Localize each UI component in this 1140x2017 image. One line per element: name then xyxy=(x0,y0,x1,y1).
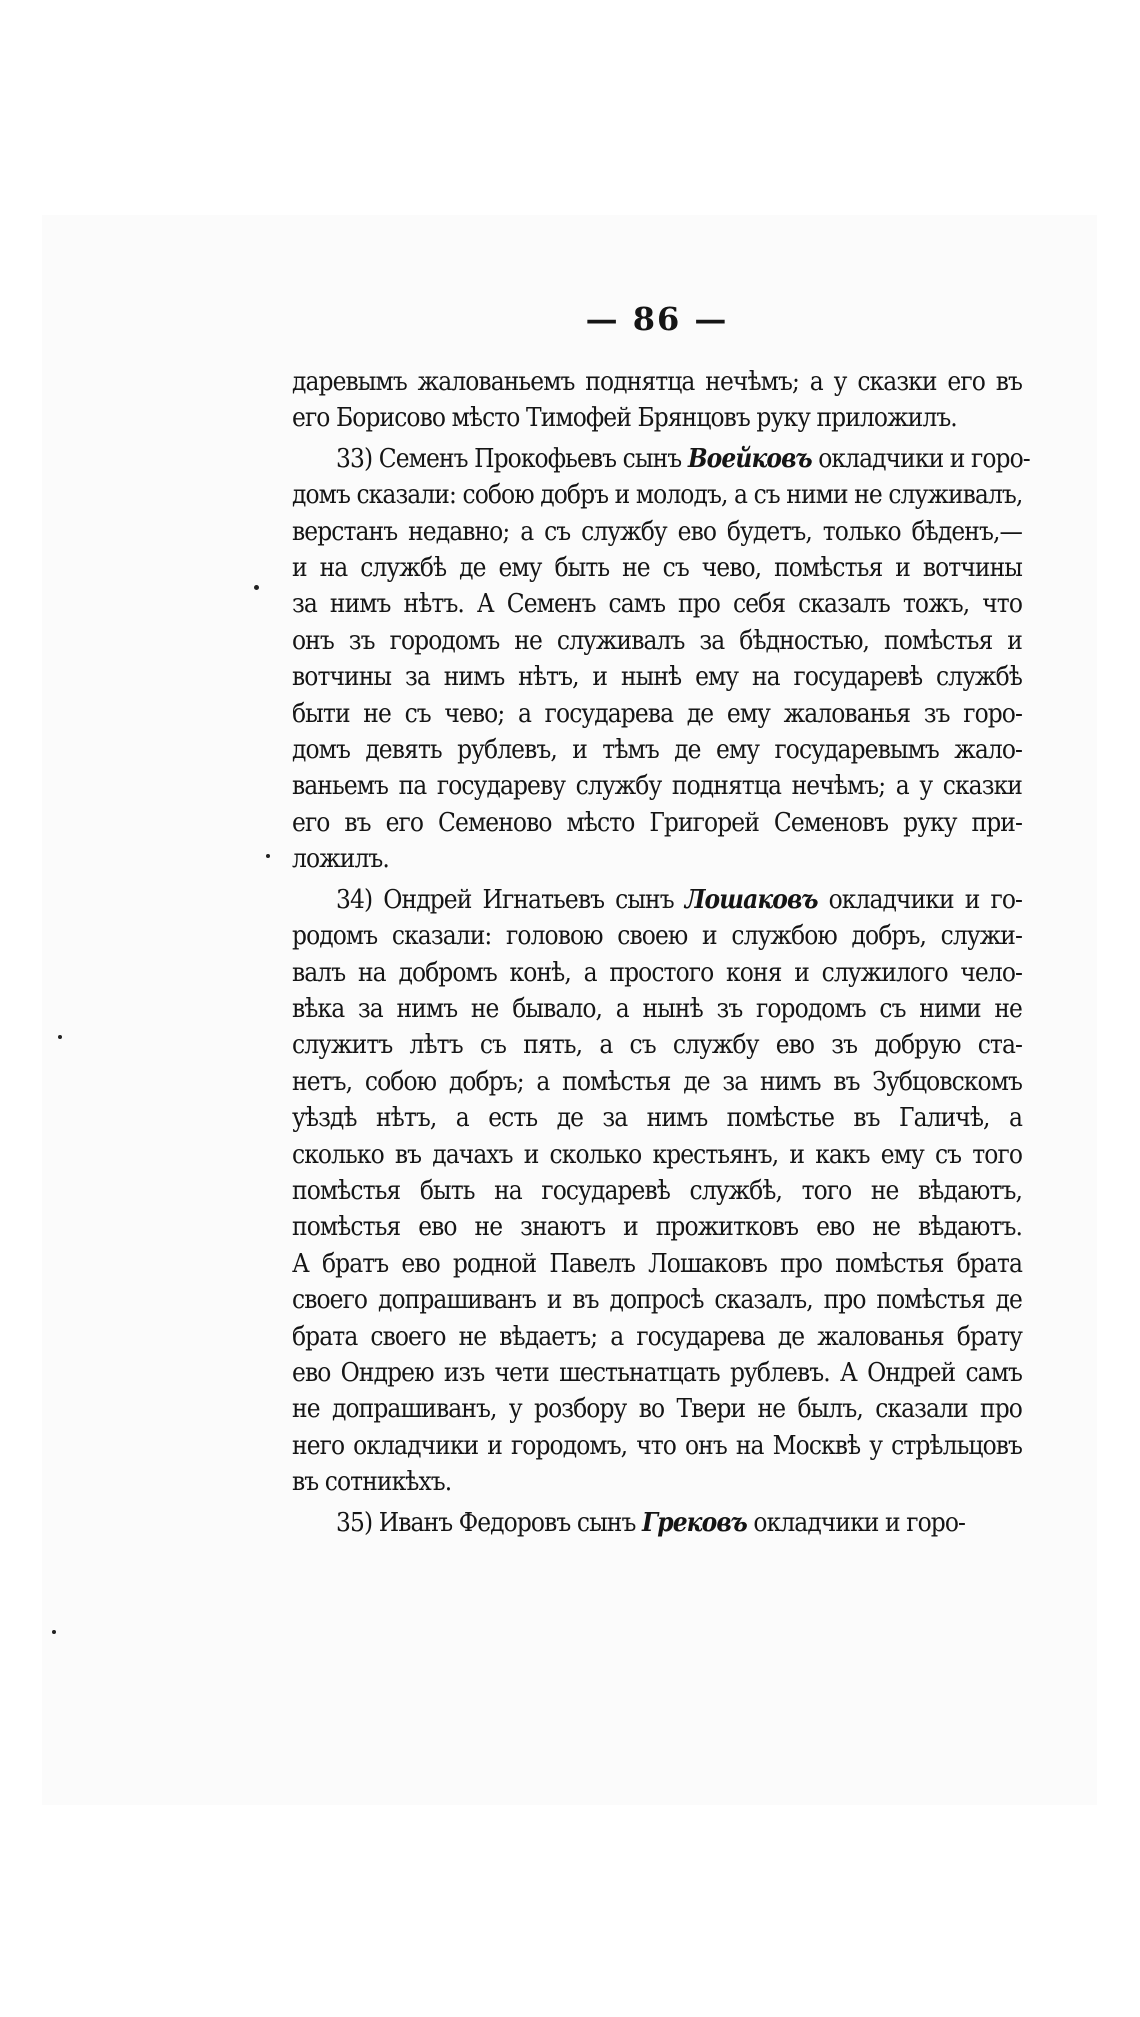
text-line xyxy=(292,364,1022,400)
text-segment: своего допрашиванъ и въ допросѣ сказалъ, про помѣстья де xyxy=(292,1285,1022,1316)
text-line xyxy=(292,441,1030,477)
text-line xyxy=(292,1246,1022,1282)
margin-speck xyxy=(58,1035,62,1039)
text-segment: въ сотникѣхъ. xyxy=(292,1467,452,1498)
text-line xyxy=(292,1319,1022,1355)
text-segment: родомъ сказали: головою своею и службою добръ, служи- xyxy=(292,921,1022,952)
text-segment: и на службѣ де ему быть не съ чево, помѣстья и вотчины xyxy=(292,553,1022,584)
text-segment: ложилъ. xyxy=(292,844,389,875)
document-page xyxy=(292,300,1030,1541)
margin-speck xyxy=(254,585,259,590)
text-segment: домъ девять рублевъ, и тѣмъ де ему государевымъ жало- xyxy=(292,735,1022,766)
text-segment: даревымъ жалованьемъ поднятца нечѣмъ; а у сказки его въ xyxy=(292,367,1022,397)
text-line xyxy=(292,550,1022,586)
paragraph xyxy=(292,441,1030,878)
text-line xyxy=(292,882,1022,918)
text-segment: окладчики и горо- xyxy=(746,1507,965,1538)
text-line xyxy=(292,1464,1022,1500)
text-segment: окладчики и горо- xyxy=(811,443,1030,474)
page-number: — 86 — xyxy=(585,300,729,338)
text-segment: уѣздѣ нѣтъ, а есть де за нимъ помѣстье въ Галичѣ, а xyxy=(292,1103,1022,1134)
text-segment: быти не съ чево; а государева де ему жалованья зъ горо- xyxy=(292,698,1022,729)
text-line xyxy=(292,586,1022,622)
margin-speck xyxy=(52,1630,56,1634)
text-segment: верстанъ недавно; а съ службу ево будетъ, только бѣденъ,— xyxy=(292,516,1022,547)
text-segment: вотчины за нимъ нѣтъ, и нынѣ ему на государевѣ службѣ xyxy=(292,662,1022,693)
surname: Грековъ xyxy=(642,1507,747,1538)
text-segment: за нимъ нѣтъ. А Семенъ самъ про себя сказалъ тожъ, что xyxy=(292,589,1022,620)
text-line xyxy=(292,1027,1022,1063)
text-line xyxy=(292,400,1022,436)
text-line xyxy=(292,659,1022,695)
text-line xyxy=(292,623,1022,659)
text-segment: онъ зъ городомъ не служивалъ за бѣдностью, помѣстья и xyxy=(292,625,1022,656)
text-line xyxy=(292,732,1022,768)
text-segment: вѣка за нимъ не бывало, а нынѣ зъ городомъ съ ними не xyxy=(292,993,1022,1024)
text-segment: 35) Иванъ Федоровъ сынъ xyxy=(336,1507,642,1538)
margin-speck xyxy=(266,854,270,858)
text-line xyxy=(292,918,1022,954)
text-segment: 34) Ондрей Игнатьевъ сынъ xyxy=(336,884,685,915)
body-text xyxy=(292,364,1030,1541)
text-line xyxy=(292,1173,1022,1209)
text-segment: валъ на добромъ конѣ, а простого коня и служилого чело- xyxy=(292,957,1022,988)
text-line xyxy=(292,1100,1022,1136)
surname: Воейковъ xyxy=(687,443,812,474)
text-segment: ево Ондрею изъ чети шестьнатцать рублевъ. А Ондрей самъ xyxy=(292,1357,1022,1388)
text-segment: служитъ лѣтъ съ пять, а съ службу ево зъ добрую ста- xyxy=(292,1030,1022,1061)
text-line xyxy=(292,477,1022,513)
text-line xyxy=(292,1428,1022,1464)
text-line xyxy=(292,991,1022,1027)
text-line xyxy=(292,1505,1022,1541)
text-segment: окладчики и го- xyxy=(817,884,1022,915)
paragraph xyxy=(292,364,1022,437)
text-segment: ваньемъ па государеву службу поднятца нечѣмъ; а у сказки xyxy=(292,771,1022,802)
text-line xyxy=(292,1282,1022,1318)
surname: Лошаковъ xyxy=(684,884,818,915)
text-line xyxy=(292,1355,1022,1391)
text-segment: него окладчики и городомъ, что онъ на Москвѣ у стрѣльцовъ xyxy=(292,1430,1022,1461)
text-line xyxy=(292,1064,1022,1100)
text-line xyxy=(292,514,1022,550)
text-line xyxy=(292,955,1022,991)
text-line xyxy=(292,805,1022,841)
text-line xyxy=(292,696,1022,732)
text-line xyxy=(292,1137,1022,1173)
text-segment: сколько въ дачахъ и сколько крестьянъ, и какъ ему съ того xyxy=(292,1139,1022,1170)
text-segment: домъ сказали: собою добръ и молодъ, а съ ними не служивалъ, xyxy=(292,480,1023,511)
paragraph xyxy=(292,882,1022,1501)
paragraph xyxy=(292,1505,1022,1541)
text-line xyxy=(292,1209,1022,1245)
text-segment: его въ его Семеново мѣсто Григорей Семеновъ руку при- xyxy=(292,807,1022,838)
text-segment: помѣстья ево не знаютъ и прожитковъ ево не вѣдаютъ. xyxy=(292,1212,1022,1243)
text-line xyxy=(292,768,1022,804)
text-line xyxy=(292,1391,1022,1427)
text-segment: нетъ, собою добръ; а помѣстья де за нимъ въ Зубцовскомъ xyxy=(292,1066,1022,1097)
text-line xyxy=(292,841,1022,877)
text-segment: не допрашиванъ, у розбору во Твери не былъ, сказали про xyxy=(292,1394,1022,1425)
text-segment: его Борисово мѣсто Тимофей Брянцовъ руку приложилъ. xyxy=(292,403,957,434)
text-segment: помѣстья быть на государевѣ службѣ, того не вѣдаютъ, xyxy=(292,1175,1022,1206)
text-segment: 33) Семенъ Прокофьевъ сынъ xyxy=(336,443,688,474)
text-segment: А братъ ево родной Павелъ Лошаковъ про помѣстья брата xyxy=(292,1248,1022,1279)
text-segment: брата своего не вѣдаетъ; а государева де жалованья брату xyxy=(292,1321,1022,1352)
